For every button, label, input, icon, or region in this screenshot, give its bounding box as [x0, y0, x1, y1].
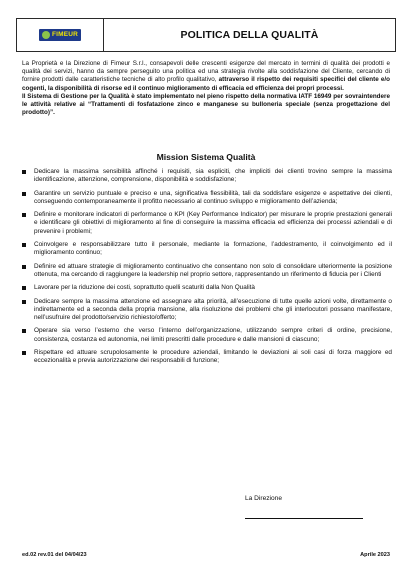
list-item	[22, 284, 392, 292]
list-item-text: Garantire un servizio puntuale e preciso e una, significativa flessibilità, tali da soddisfare esigenze e aspettative dei clienti, conseguendo contemporaneamente il profitto necessario al continuo sviluppo e miglioramento dell’azienda;	[34, 189, 392, 205]
list-item	[22, 168, 392, 185]
list-item-text: Dedicare la massima sensibilità affinché i requisiti, sia espliciti, che impliciti dei clienti trovino sempre la massima identificazione, attenzione, comprensione, disponibilità e soddisfazione;	[34, 168, 392, 184]
intro-paragraph-1: La Proprietà e la Direzione di Fimeur S.r.l., consapevoli delle crescenti esigenze del mercato in termini di qualità dei prodotti e qualità dei servizi, hanno da sempre perseguito una politica ed una strategia rivolte alla soddisfazione del Cliente, cercando di fornire prodotti dalle caratteristiche tecniche di alto profilo qualitativo,	[22, 60, 390, 84]
mission-title: Mission Sistema Qualità	[156, 152, 256, 162]
logo-cell	[17, 19, 104, 51]
square-bullet-icon	[22, 329, 26, 333]
signature-line	[245, 518, 363, 519]
list-item	[22, 349, 392, 366]
logo-mark-icon	[42, 31, 50, 39]
intro-paragraph-1-bold: attraverso il rispetto dei requisiti specifici del cliente e/o cogenti, la disponibilità di risorse ed il continuo miglioramento di efficacia ed efficienza dei propri processi.	[22, 76, 390, 92]
logo-text: FIMEUR	[51, 31, 79, 38]
list-item-text: Operare sia verso l’esterno che verso l’interno dell’organizzazione, utilizzando sempre criteri di ordine, precisione, consistenza, costanza ed autonomia, nei limiti prescritti dalle procedure e dalle mansioni di ciascuno;	[34, 327, 392, 343]
list-item-text: Definire ed attuare strategie di miglioramento continuativo che consentano non solo di consolidare ulteriormente la posizione ottenuta, ma cercando di raggiungere la leadership nel proprio settore, rappresentando un riferimento di fiducia per i Clienti	[34, 262, 392, 278]
list-item	[22, 298, 392, 323]
document-header	[16, 18, 396, 52]
square-bullet-icon	[22, 286, 26, 290]
list-item-text: Dedicare sempre la massima attenzione ed assegnare alta priorità, all’esecuzione di tutte quelle azioni volte, direttamente o indirettamente ed a seconda della propria mansione, alla risoluzione dei problemi che gli interlocutori possano manifestare, nell’usufruire del prodotto/servizio richiesto/offerto;	[34, 297, 392, 322]
square-bullet-icon	[22, 192, 26, 196]
mission-list	[22, 168, 392, 371]
square-bullet-icon	[22, 170, 26, 174]
square-bullet-icon	[22, 300, 26, 304]
list-item-text: Lavorare per la riduzione dei costi, soprattutto quelli scaturiti dalla Non Qualità	[34, 284, 255, 292]
company-logo	[39, 29, 81, 41]
document-title: POLITICA DELLA QUALITÀ	[180, 29, 319, 41]
signature-label: La Direzione	[245, 495, 283, 502]
square-bullet-icon	[22, 213, 26, 217]
list-item	[22, 327, 392, 344]
square-bullet-icon	[22, 243, 26, 247]
list-item	[22, 241, 392, 258]
list-item-text: Coinvolgere e responsabilizzare tutto il personale, mediante la formazione, l’addestramento, il coinvolgimento ed il miglioramento continuo;	[34, 241, 392, 257]
footer-revision: ed.02 rev.01 del 04/04/23	[22, 552, 87, 558]
list-item	[22, 190, 392, 207]
intro-text	[22, 60, 390, 117]
square-bullet-icon	[22, 265, 26, 269]
footer-date: Aprile 2023	[360, 552, 390, 558]
intro-paragraph-2: Il Sistema di Gestione per la Qualità è stato implementato nel pieno rispetto della normativa IATF 16949 per sovraintendere le attività relative ai “Trattamenti di fosfatazione zinco e manganese su bulloneria speciale (senza progettazione del prodotto)”.	[22, 92, 390, 117]
square-bullet-icon	[22, 351, 26, 355]
signature-block	[245, 495, 363, 519]
list-item	[22, 263, 392, 280]
list-item	[22, 211, 392, 236]
list-item-text: Definire e monitorare indicatori di performance o KPI (Key Performance Indicator) per misurare le proprie prestazioni generali e identificare gli obiettivi di miglioramento al fine di conseguire la massima efficacia ed efficienza dei processi aziendali e di prevenire i problemi;	[34, 211, 392, 235]
list-item-text: Rispettare ed attuare scrupolosamente le procedure aziendali, limitando le deviazioni ai soli casi di forza maggiore ed eccezionalità e previa autorizzazione dei responsabili di funzione;	[34, 349, 392, 365]
